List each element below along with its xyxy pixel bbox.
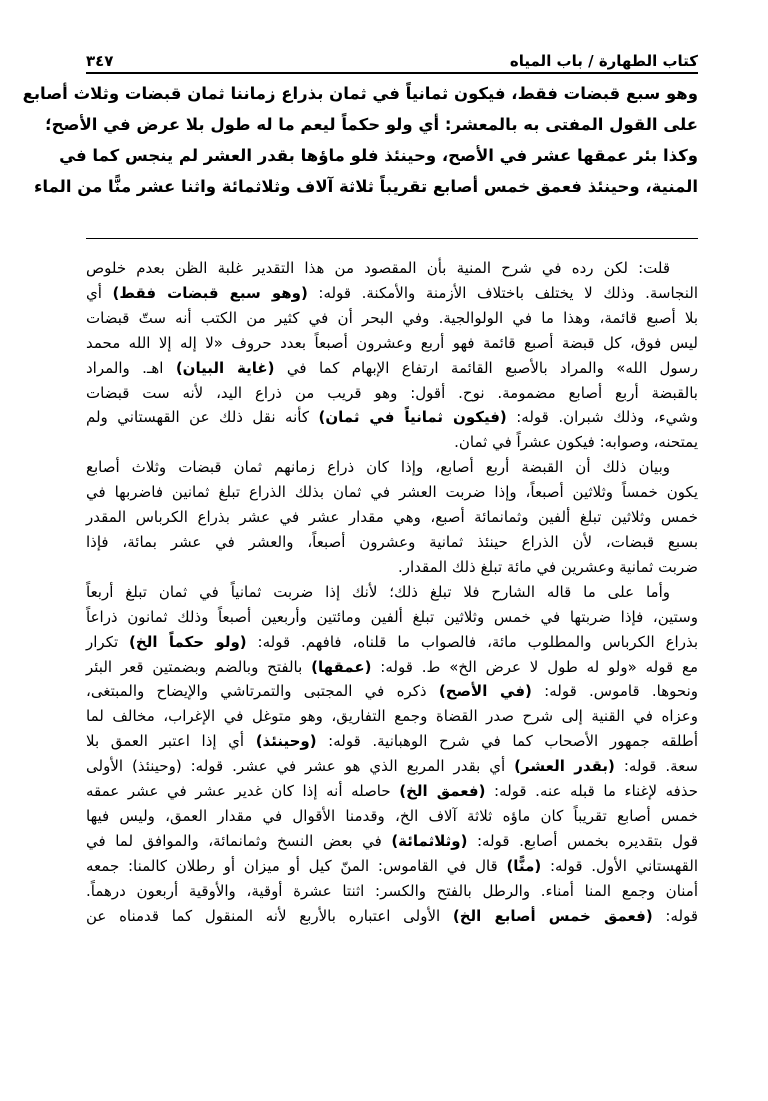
commentary-line: يمتحنه، وصوابه: فيكون عشراً في ثمان. bbox=[454, 433, 698, 452]
commentary-line: أطلقه جمهور الأصحاب كما في شرح الوهبانية. قوله: (وحينئذ) أي إذا اعتبر العمق بلا bbox=[86, 732, 698, 751]
page-number: ٣٤٧ bbox=[86, 52, 114, 70]
main-text bbox=[22, 78, 698, 202]
quoted-term: (فعمق خمس أصابع الخ) bbox=[452, 906, 653, 925]
commentary-line: ليس فوق، كل قبضة أصبع قائمة فهو أربع وعشرون أصبعاً بعدد حروف «لا إله إلا الله محمد bbox=[86, 333, 698, 352]
commentary-line: قلت: لكن رده في شرح المنية بأن المقصود من هذا التقدير غلبة الظن بعدم خلوص bbox=[86, 259, 670, 277]
commentary-line: وبيان ذلك أن القبضة أربع أصابع، وإذا كان ذراع زمانهم ثمان قبضات وثلاث أصابع bbox=[86, 458, 670, 477]
commentary-line: أمنان وجمع المنا أمناء. والرطل بالفتح والكسر: اثنتا عشرة أوقية، والأوقية أربعون درهماً. bbox=[86, 881, 698, 900]
main-text-divider bbox=[86, 238, 698, 239]
quoted-term: (وثلاثمائة) bbox=[391, 831, 468, 850]
commentary-line: ونحوها. قاموس. قوله: (في الأصح) ذكره في المجتبى والتمرتاشي والإيضاح والمبتغى، bbox=[86, 682, 698, 701]
commentary-line: خمس أصابع تقريباً كان ماؤه ثلاثة آلاف الخ، وقدمنا الأقوال في مقدار العمق، وليس فيها bbox=[86, 806, 698, 825]
quoted-term: (عمقها) bbox=[311, 657, 372, 676]
chapter-title: كتاب الطهارة / باب المياه bbox=[509, 52, 698, 70]
commentary-line: رسول الله» والمراد بالأصبع القائمة ارتفاع الإبهام كما في (غاية البيان) اهـ. والمراد bbox=[86, 358, 698, 377]
commentary-line: بالقبضة أربع أصابع مضمومة. نوح. أقول: وهو قريب من ذراع اليد، لأنه ست قبضات bbox=[86, 383, 698, 402]
quoted-term: (فيكون ثمانياً في ثمان) bbox=[318, 408, 507, 427]
commentary-line: قوله: (فعمق خمس أصابع الخ) الأولى اعتباره بالأربع لأنه المنقول كما قدمناه عن bbox=[86, 906, 698, 925]
quoted-term: (غاية البيان) bbox=[175, 358, 275, 377]
commentary-line: بذراع الكرباس والمطلوب مائة، فالصواب ما قلناه، فافهم. قوله: (ولو حكماً الخ) تكرار bbox=[86, 632, 698, 651]
quoted-term: (وهو سبع قبضات فقط) bbox=[112, 283, 308, 302]
commentary-line: حذفه لإغناء ما قبله عنه. قوله: (فعمق الخ) حاصله أنه إذا كان غدير عشر في عشر عمقه bbox=[86, 782, 698, 801]
main-text-line: المنية، وحينئذ فعمق خمس أصابع تقريباً ثلاثة آلاف وثلاثمائة واثنا عشر منًّا من الماء bbox=[33, 177, 698, 196]
commentary-line: يكون خمساً وثلاثين أصبعاً، وإذا ضربت العشر في ثمان بذلك الذراع تبلغ ثمانين فاضربها في bbox=[86, 483, 698, 502]
commentary-text bbox=[86, 256, 698, 928]
commentary-line: وأما على ما قاله الشارح فلا تبلغ ذلك؛ لأنك إذا ضربت ثمانياً في ثمان تبلغ أربعاً bbox=[86, 582, 670, 601]
commentary-line: بلا أصبع قائمة، وهذا ما في الولوالجية. وفي البحر أن في كثير من الكتب أنه ستّ قبضات bbox=[86, 308, 698, 327]
running-header bbox=[86, 48, 698, 70]
commentary-line: سعة. قوله: (بقدر العشر) أي بقدر المربع الذي هو عشر في عشر. قوله: (وحينئذ) الأولى bbox=[86, 757, 698, 776]
main-text-line: على القول المفتى به بالمعشر: أي ولو حكماً ليعم ما له طول بلا عرض في الأصح؛ bbox=[45, 115, 698, 134]
quoted-term: (في الأصح) bbox=[438, 682, 532, 701]
quoted-term: (منًّا) bbox=[506, 856, 542, 875]
commentary-line: خمس وثلاثين تبلغ ألفين وثمانمائة أصبع، وهي مقدار عشر في عشر بذراع الكرباس المقدر bbox=[86, 508, 698, 527]
commentary-line: وعزاه في القنية إلى شرح صدر القضاة وجمع التفاريق، وهو متوغل في الإغراب، مخالف لما bbox=[86, 707, 698, 726]
commentary-line: وشيء، وذلك شبران. قوله: (فيكون ثمانياً في ثمان) كأنه نقل ذلك عن القهستاني ولم bbox=[86, 408, 698, 427]
quoted-term: (بقدر العشر) bbox=[514, 757, 615, 776]
quoted-term: (وحينئذ) bbox=[255, 732, 317, 751]
main-text-line: وهو سبع قبضات فقط، فيكون ثمانياً في ثمان بذراع زماننا ثمان قبضات وثلاث أصابع bbox=[22, 84, 698, 103]
commentary-line: ضربت ثمانية وعشرين في مائة تبلغ ذلك المقدار. bbox=[398, 557, 698, 576]
commentary-line: وستين، فإذا ضربتها في خمس وثلاثين تبلغ ألفين ومائتين وأربعين أصبعاً وذلك ثمانون ذراعاً bbox=[86, 607, 698, 626]
header-divider bbox=[86, 72, 698, 74]
commentary-line: قول بتقديره بخمس أصابع. قوله: (وثلاثمائة) في بعض النسخ وثمانمائة، والموافق لما في bbox=[86, 831, 698, 850]
quoted-term: (ولو حكماً الخ) bbox=[129, 632, 247, 651]
commentary-line: النجاسة. وذلك لا يختلف باختلاف الأزمنة والأمكنة. قوله: (وهو سبع قبضات فقط) أي bbox=[86, 283, 698, 302]
quoted-term: (فعمق الخ) bbox=[399, 782, 486, 801]
commentary-line: بسبع قبضات، لأن الذراع حينئذ ثمانية وعشرون أصبعاً، والعشر في عشر بمائة، فإذا bbox=[86, 532, 698, 551]
commentary-line: القهستاني الأول. قوله: (منًّا) قال في القاموس: المنّ كيل أو ميزان أو رطلان كالمنا: جمعه bbox=[86, 856, 698, 875]
commentary-line: مع قوله «ولو له طول لا عرض الخ» ط. قوله: (عمقها) بالفتح وبالضم وبضمتين قعر البئر bbox=[86, 657, 698, 676]
main-text-line: وكذا بئر عمقها عشر في الأصح، وحينئذ فلو ماؤها بقدر العشر لم ينجس كما في bbox=[59, 146, 698, 165]
